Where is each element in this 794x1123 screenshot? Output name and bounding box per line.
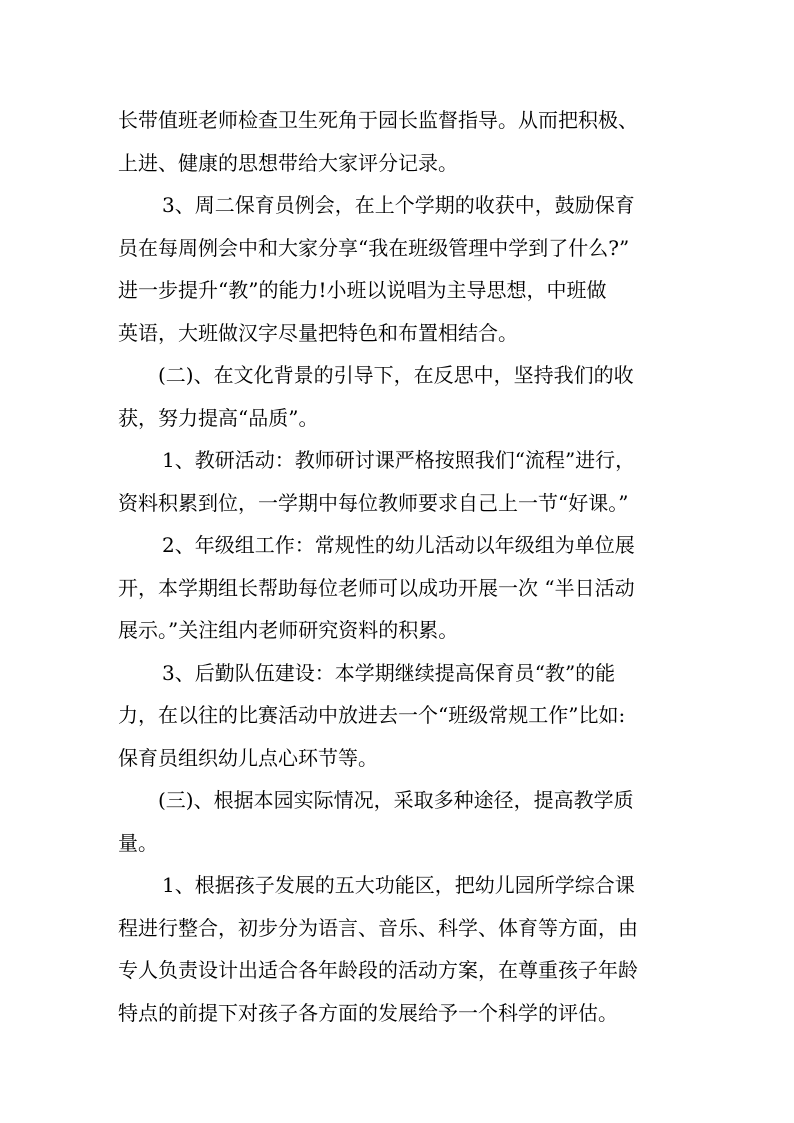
paragraph-start: 2、年级组工作：常规性的幼儿活动以年级组为单位展 [162, 533, 635, 557]
paragraph-start: 1、教研活动：教师研讨课严格按照我们“流程”进行， [162, 448, 636, 472]
text-line: 程进行整合，初步分为语言、音乐、科学、体育等方面，由 [118, 915, 638, 940]
text-line: 获，努力提高“品质”。 [118, 405, 319, 430]
text-line: 特点的前提下对孩子各方面的发展给予一个科学的评估。 [118, 1000, 618, 1025]
text-line: 长带值班老师检查卫生死角于园长监督指导。从而把积极、 [118, 108, 638, 132]
text-line: 进一步提升“教”的能力!小班以说唱为主导思想，中班做 [118, 278, 607, 302]
paragraph-start: 1、根据孩子发展的五大功能区，把幼儿园所学综合课 [162, 873, 635, 897]
section-heading: (二)、在文化背景的引导下，在反思中，坚持我们的收 [158, 363, 634, 387]
text-line: 量。 [118, 830, 158, 855]
section-heading: (三)、根据本园实际情况，采取多种途径，提高教学质 [158, 788, 634, 812]
paragraph-start: 3、后勤队伍建设：本学期继续提高保育员“教”的能 [162, 660, 616, 685]
text-line: 展示。”关注组内老师研究资料的积累。 [118, 618, 459, 642]
text-line: 员在每周例会中和大家分享“我在班级管理中学到了什么?” [118, 235, 630, 260]
paragraph-start: 3、周二保育员例会，在上个学期的收获中，鼓励保育 [162, 193, 635, 217]
text-line: 资料积累到位，一学期中每位教师要求自己上一节“好课。” [118, 490, 629, 515]
text-line: 开，本学期组长帮助每位老师可以成功开展一次 “半日活动 [118, 575, 635, 600]
text-line: 专人负责设计出适合各年龄段的活动方案，在尊重孩子年龄 [118, 958, 638, 982]
text-line: 英语，大班做汉字尽量把特色和布置相结合。 [118, 320, 518, 345]
text-line: 保育员组织幼儿点心环节等。 [118, 745, 378, 770]
document-body [118, 99, 683, 1034]
text-line: 上进、健康的思想带给大家评分记录。 [118, 150, 458, 175]
text-line: 力，在以往的比赛活动中放进去一个“班级常规工作”比如: [118, 703, 626, 727]
